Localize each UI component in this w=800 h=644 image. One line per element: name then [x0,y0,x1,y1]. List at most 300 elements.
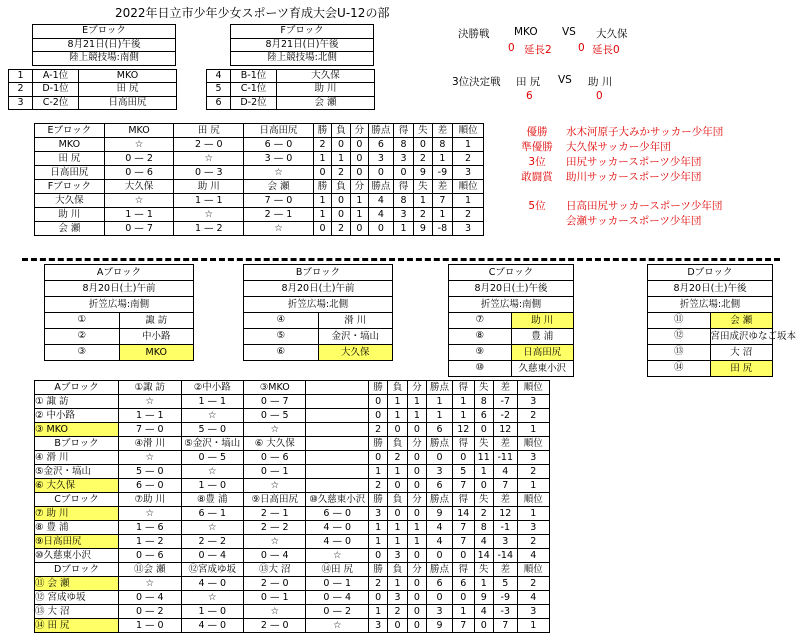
match-result: 4 — 0 [181,619,243,633]
stat-value: 2 [517,465,549,479]
standings-row [35,591,550,605]
match-result: 4 — 0 [306,535,368,549]
match-result: ☆ [181,409,243,423]
column-header: Fブロック [35,180,105,194]
stat-value: 0 [427,549,453,563]
standings-row [35,451,550,465]
match-result: 1 — 1 [181,395,243,409]
stat-header: 勝 [368,493,387,507]
team-name: 大久保 [35,194,105,208]
stat-value: 1 [388,521,407,535]
stat-value: 1 [313,208,331,222]
team-name: 大 沼 [710,345,773,361]
stat-value: 1 [313,152,331,166]
match-result: 6 — 1 [181,507,243,521]
group-venue: 折笠広場:南側 [45,297,194,313]
column-header: ⑤金沢・塙山 [181,437,243,451]
group-box [647,264,797,377]
stat-header: 差 [493,493,517,507]
stat-value: 1 [414,194,432,208]
stat-value: -9 [493,591,517,605]
stat-value: 2 [368,423,387,437]
column-header: Dブロック [35,563,119,577]
section-divider [22,258,780,261]
column-header: ⑦助 川 [119,493,181,507]
stat-value: 0 [350,166,368,180]
result-team: 田尻サッカースポーツ少年団 [566,156,702,168]
stat-header: 勝点 [427,381,453,395]
match-result: ☆ [119,507,181,521]
stat-value: 9 [414,222,432,236]
third-place-label: 3位決定戦 [452,76,501,88]
stat-header: 勝 [313,180,331,194]
stat-header: 分 [407,493,426,507]
match-result: 2 — 1 [244,507,306,521]
stat-value: 0 [368,591,387,605]
group-team-row [449,361,574,377]
stat-value: 3 [388,549,407,563]
stat-value: 0 [388,479,407,493]
group-name: Bブロック [244,265,393,281]
group-team-row [244,345,393,361]
stat-value: 2 [332,222,350,236]
stat-header: 差 [432,124,453,138]
stat-value: 4 [369,194,394,208]
stat-value: 11 [474,451,493,465]
match-result: 0 — 4 [119,591,181,605]
stat-value: 0 [369,166,394,180]
seed-source: B-1位 [231,69,277,83]
ef-standings-table [34,123,484,236]
match-result: ☆ [306,619,368,633]
stat-header: 差 [432,180,453,194]
stat-value: 2 [517,535,549,549]
group-name: Aブロック [45,265,194,281]
seed-row [9,96,177,110]
stat-value: 1 [350,194,368,208]
stat-value: 0 [427,591,453,605]
stat-value: 0 [368,549,387,563]
stat-value: 1 [388,409,407,423]
stat-value: 3 [388,591,407,605]
column-header: ④滑 川 [119,437,181,451]
f-block-header [206,24,375,110]
team-name: ⑤金沢・塙山 [35,465,119,479]
stat-header: 差 [493,381,517,395]
stat-value: 6 [427,423,453,437]
stat-header: 分 [350,180,368,194]
stat-value: 0 [313,222,331,236]
stat-value: 1 [453,194,484,208]
stat-value: 3 [427,605,453,619]
team-number: ③ [45,345,120,361]
match-result: 0 — 2 [306,605,368,619]
team-name: ⑦ 助 川 [35,507,119,521]
stat-value: 9 [474,591,493,605]
stat-value: 3 [393,208,414,222]
stat-value: 9 [414,166,432,180]
match-result [306,465,368,479]
stat-header: 得 [393,180,414,194]
team-name: ② 中小路 [35,409,119,423]
team-name: ⑩久慈東小沢 [35,549,119,563]
team-name: 田 尻 [710,361,773,377]
stat-value: 1 [313,194,331,208]
stat-header: 差 [493,437,517,451]
column-header [306,381,368,395]
block-venue: 陸上競技場:北側 [231,52,374,66]
team-name: 助 川 [35,208,105,222]
stat-value: -9 [432,166,453,180]
match-result: 0 — 4 [244,549,306,563]
team-name: 宮田成沢ゆなご坂本 [710,329,773,345]
stat-header: 勝 [368,563,387,577]
stat-value: 9 [427,507,453,521]
stat-value: 7 [493,619,517,633]
match-result [306,479,368,493]
page-title: 2022年日立市少年少女スポーツ育成大会U-12の部 [115,6,390,20]
seed-number: 4 [207,69,231,83]
column-header: ③MKO [244,381,306,395]
match-result: 2 — 1 [244,208,314,222]
match-result: 7 — 0 [244,194,314,208]
match-result: ☆ [181,465,243,479]
stat-header: 勝点 [369,180,394,194]
standings-row [35,423,550,437]
team-name: 金沢・塙山 [318,329,393,345]
seed-row [207,83,375,97]
stat-value: 0 [388,619,407,633]
stat-header: 分 [407,381,426,395]
group-standings-table [34,380,550,633]
stat-header: 順位 [517,563,549,577]
stat-value: 0 [368,395,387,409]
stat-value: 4 [369,208,394,222]
standings-row [35,222,484,236]
seed-row [207,96,375,110]
stat-header: 負 [332,180,350,194]
group-venue: 折笠広場:北側 [648,297,773,313]
column-header: 日高田尻 [244,124,314,138]
standings-row [35,521,550,535]
stat-value: 2 [388,451,407,465]
column-header: ⑥ 大久保 [244,437,306,451]
stat-value: 0 [407,619,426,633]
standings-row [35,465,550,479]
match-result: 0 — 7 [244,395,306,409]
seed-row [207,69,375,83]
final-team2: 大久保 [596,28,628,40]
final-score1: 0 [508,42,515,54]
team-name: 久慈東小沢 [511,361,574,377]
stat-value: 0 [474,479,493,493]
stat-value: 2 [388,605,407,619]
team-name: ⑭ 田 尻 [35,619,119,633]
stat-value: 4 [517,591,549,605]
match-result: ☆ [119,577,181,591]
stat-header: 得 [452,493,474,507]
section-header-row [35,124,484,138]
stat-value: 6 [427,479,453,493]
group-team-row [449,345,574,361]
seed-source: D-2位 [231,96,277,110]
stat-value: 0 [407,577,426,591]
stat-value: 3 [453,222,484,236]
stat-value: 1 [388,465,407,479]
stat-value: 1 [388,577,407,591]
stat-header: 勝点 [427,437,453,451]
column-header: ②中小路 [181,381,243,395]
stat-value: 3 [517,395,549,409]
group-venue: 折笠広場:北側 [244,297,393,313]
match-result: 0 — 5 [244,409,306,423]
team-number: ⑭ [648,361,711,377]
team-name: ⑫ 宮成ゆ坂 [35,591,119,605]
match-result: 0 — 1 [306,577,368,591]
match-result: 6 — 0 [119,479,181,493]
standings-row [35,409,550,423]
stat-value: 4 [474,535,493,549]
stat-value: 0 [414,138,432,152]
stat-value: 0 [452,591,474,605]
stat-value: 9 [427,619,453,633]
stat-value: 0 [350,222,368,236]
stat-value: 0 [474,423,493,437]
stat-value: -8 [432,222,453,236]
column-header: 会 瀬 [244,180,314,194]
stat-value: 0 [407,605,426,619]
stat-header: 失 [474,381,493,395]
stat-value: 2 [453,152,484,166]
group-team-row [45,345,194,361]
stat-header: 失 [474,437,493,451]
block-date: 8月21日(日)午後 [231,38,374,52]
stat-value: 12 [493,423,517,437]
match-result: 0 — 4 [306,591,368,605]
stat-value: 7 [452,479,474,493]
block-date: 8月21日(日)午後 [33,38,176,52]
stat-value: 1 [407,409,426,423]
stat-value: -1 [493,521,517,535]
team-number: ⑦ [449,313,512,329]
match-result: 7 — 0 [119,423,181,437]
match-result: 1 — 2 [174,222,244,236]
stat-header: 順位 [517,437,549,451]
group-date: 8月20日(土)午前 [244,281,393,297]
stat-value: 1 [474,577,493,591]
stat-value: -14 [493,549,517,563]
stat-value: 0 [407,423,426,437]
match-result [306,395,368,409]
match-result: 5 — 0 [119,465,181,479]
match-result: 1 — 0 [181,605,243,619]
section-header-row [35,437,550,451]
stat-value: 0 [427,451,453,465]
standings-row [35,208,484,222]
stat-value: 2 [313,138,331,152]
section-header-row [35,180,484,194]
match-result: ☆ [174,208,244,222]
stat-value: 0 [474,619,493,633]
match-result: 2 — 2 [181,535,243,549]
stat-value: 0 [368,409,387,423]
stat-value: 1 [350,208,368,222]
team-number: ① [45,313,120,329]
stat-header: 失 [474,563,493,577]
third-score1: 6 [526,90,533,102]
stat-value: 0 [407,591,426,605]
stat-value: 7 [493,479,517,493]
team-name: 助 川 [511,313,574,329]
match-result: 2 — 0 [244,577,306,591]
stat-value: 2 [368,577,387,591]
result-team: 大久保サッカー少年団 [566,141,671,153]
column-header: ⑪会 瀬 [119,563,181,577]
stat-value: 8 [393,194,414,208]
match-result: ☆ [174,152,244,166]
stat-header: 勝点 [427,563,453,577]
team-name: 会 瀬 [35,222,105,236]
stat-header: 負 [388,563,407,577]
stat-value: 7 [432,194,453,208]
final-ot1: 延長2 [524,44,552,56]
third-score2: 0 [596,90,603,102]
stat-value: 1 [427,409,453,423]
stat-value: 0 [407,549,426,563]
match-result: ☆ [306,549,368,563]
standings-row [35,138,484,152]
match-result: ☆ [104,138,174,152]
seed-source: D-1位 [33,83,79,97]
standings-row [35,507,550,521]
seed-row [9,83,177,97]
team-name: ④ 滑 川 [35,451,119,465]
stat-value: 8 [432,138,453,152]
stat-value: 3 [517,451,549,465]
match-result: ☆ [119,451,181,465]
stat-value: 2 [474,507,493,521]
match-result: ☆ [181,591,243,605]
match-result: 0 — 4 [181,549,243,563]
match-result [306,409,368,423]
match-result: 0 — 2 [119,605,181,619]
standings-row [35,605,550,619]
group-team-row [648,345,773,361]
match-result: 1 — 1 [104,208,174,222]
team-name: 滑 川 [318,313,393,329]
seed-team: 日高田尻 [79,96,177,110]
third-team1: 田 尻 [516,76,541,88]
final-team1: MKO [514,26,538,38]
match-result: 1 — 1 [119,409,181,423]
stat-value: -11 [493,451,517,465]
match-result: ☆ [244,535,306,549]
team-name: 中小路 [119,329,194,345]
section-header-row [35,381,550,395]
team-name: MKO [35,138,105,152]
stat-value: 0 [452,549,474,563]
stat-value: 8 [393,138,414,152]
team-name: 豊 浦 [511,329,574,345]
stat-value: 1 [407,395,426,409]
match-result: 2 — 0 [244,619,306,633]
seed-number: 3 [9,96,33,110]
match-result: 1 — 0 [119,619,181,633]
standings-row [35,619,550,633]
stat-value: 4 [493,465,517,479]
team-number: ② [45,329,120,345]
column-header: ⑩久慈東小沢 [306,493,368,507]
stat-header: 失 [474,493,493,507]
match-result: ☆ [244,166,314,180]
stat-value: 4 [517,549,549,563]
stat-header: 得 [452,563,474,577]
final-score2: 0 [578,42,585,54]
match-result: ☆ [244,423,306,437]
stat-header: 勝点 [369,124,394,138]
stat-value: 0 [388,423,407,437]
stat-value: 0 [368,451,387,465]
result-label: 優勝 [526,126,548,138]
match-result: 0 — 1 [244,465,306,479]
column-header: ①諏 訪 [119,381,181,395]
standings-row [35,395,550,409]
stat-value: 1 [407,521,426,535]
group-team-row [648,329,773,345]
match-result: 0 — 6 [104,166,174,180]
team-name: 日高田尻 [511,345,574,361]
standings-row [35,535,550,549]
stat-value: 1 [517,479,549,493]
result-team: 助川サッカースポーツ少年団 [566,171,702,183]
stat-value: -3 [493,605,517,619]
result-team: 日高田尻サッカースポーツ少年団 [566,200,723,212]
stat-value: 3 [393,152,414,166]
match-result: 6 — 0 [244,138,314,152]
stat-header: 失 [414,180,432,194]
match-result: ☆ [119,395,181,409]
result-label: 5位 [528,200,546,212]
stat-value: 4 [474,605,493,619]
stat-value: 1 [432,152,453,166]
column-header: MKO [104,124,174,138]
standings-row [35,479,550,493]
column-header: 大久保 [104,180,174,194]
group-box [44,264,194,361]
group-box [448,264,574,377]
third-vs: VS [558,74,572,86]
final-ot2: 延長0 [592,44,620,56]
stat-value: 1 [452,409,474,423]
team-number: ⑧ [449,329,512,345]
team-name: ⑬ 大 沼 [35,605,119,619]
section-header-row [35,493,550,507]
stat-value: 1 [432,208,453,222]
stat-value: 0 [407,451,426,465]
group-team-row [648,361,773,377]
final-label: 決勝戦 [458,28,490,40]
group-team-row [244,313,393,329]
stat-value: 0 [350,138,368,152]
stat-value: 2 [517,409,549,423]
stat-header: 勝点 [427,493,453,507]
stat-value: 1 [368,535,387,549]
match-result: 1 — 2 [119,535,181,549]
team-name: 日高田尻 [35,166,105,180]
stat-value: 3 [517,605,549,619]
group-name: Cブロック [449,265,574,281]
team-name: ① 諏 訪 [35,395,119,409]
